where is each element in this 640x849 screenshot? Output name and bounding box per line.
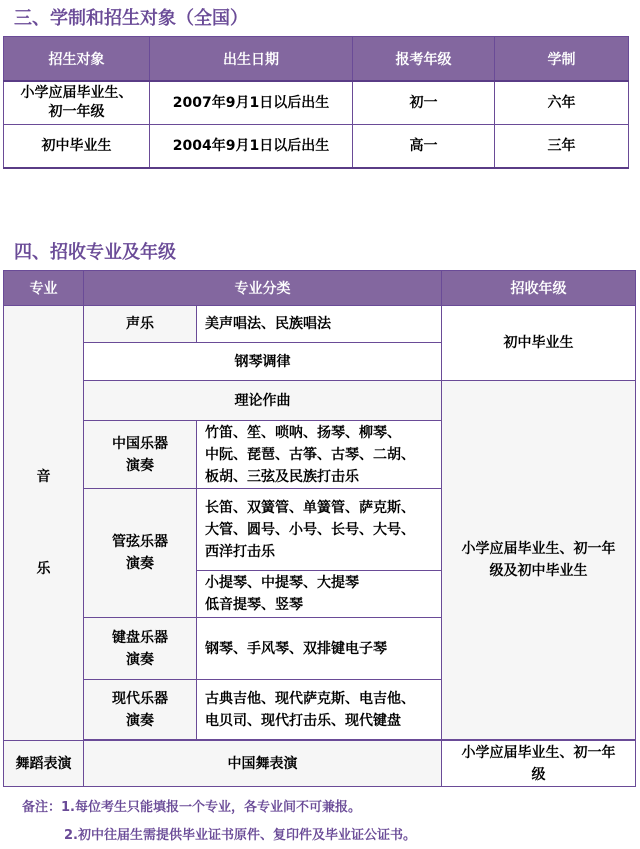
detail-line: 大管、圆号、小号、长号、大号、 xyxy=(205,521,415,538)
table-row xyxy=(4,306,636,343)
category-detail xyxy=(197,421,442,489)
music-char: 乐 xyxy=(36,561,51,577)
category-name xyxy=(84,680,197,740)
enrollment-table xyxy=(3,36,629,169)
grade-cell: 高一 xyxy=(353,125,495,169)
category-name xyxy=(84,421,197,489)
table-header-row xyxy=(4,37,629,82)
grade-cell xyxy=(442,741,636,787)
note-line: 2.初中往届生需提供毕业证书原件、复印件及毕业证公证书。 xyxy=(64,828,416,843)
detail-line: 长笛、双簧管、单簧管、萨克斯、 xyxy=(205,499,415,516)
detail-line: 板胡、三弦及民族打击乐 xyxy=(205,468,359,485)
detail-line: 西洋打击乐 xyxy=(205,543,275,560)
target-cell: 初中毕业生 xyxy=(4,125,150,169)
grade-cell: 初一 xyxy=(353,81,495,125)
name-line: 演奏 xyxy=(126,556,154,572)
name-line: 管弦乐器 xyxy=(112,534,168,550)
column-header: 学制 xyxy=(495,37,629,82)
name-line: 演奏 xyxy=(126,651,154,668)
majors-table xyxy=(3,270,636,787)
grade-line: 小学应届毕业生、初一年 xyxy=(461,744,616,761)
detail-line: 竹笛、笙、唢呐、扬琴、柳琴、 xyxy=(205,424,401,441)
detail-line: 小提琴、中提琴、大提琴 xyxy=(205,575,359,591)
category-name: 理论作曲 xyxy=(84,381,442,421)
column-header: 招收年级 xyxy=(442,271,636,306)
grade-line: 级 xyxy=(531,766,546,783)
music-major-cell xyxy=(4,306,84,741)
name-line: 演奏 xyxy=(126,457,154,474)
grade-line: 小学应届毕业生、初一年 xyxy=(461,541,616,557)
detail-line: 电贝司、现代打击乐、现代键盘 xyxy=(205,712,401,729)
name-line: 现代乐器 xyxy=(112,690,168,707)
category-name xyxy=(84,489,197,618)
birth-cell: 2004年9月1日以后出生 xyxy=(150,125,353,169)
category-detail xyxy=(197,680,442,740)
years-cell: 六年 xyxy=(495,81,629,125)
detail-line: 中阮、琵琶、古筝、古琴、二胡、 xyxy=(205,446,415,463)
name-line: 演奏 xyxy=(126,712,154,729)
column-header: 专业分类 xyxy=(84,271,442,306)
table-row xyxy=(4,741,636,787)
grade-line: 级及初中毕业生 xyxy=(489,563,588,579)
table-row xyxy=(4,125,629,169)
column-header: 出生日期 xyxy=(150,37,353,82)
years-cell: 三年 xyxy=(495,125,629,169)
target-line: 小学应届毕业生、 xyxy=(20,85,133,101)
table-row xyxy=(4,81,629,125)
table-header-row xyxy=(4,271,636,306)
note-line: 备注：1.每位考生只能填报一个专业，各专业间不可兼报。 xyxy=(22,800,361,815)
column-header: 报考年级 xyxy=(353,37,495,82)
detail-line: 低音提琴、竖琴 xyxy=(205,597,303,613)
category-detail: 美声唱法、民族唱法 xyxy=(197,306,442,343)
category-name: 声乐 xyxy=(84,306,197,343)
music-char: 音 xyxy=(36,469,51,485)
table-row xyxy=(4,381,636,421)
name-line: 键盘乐器 xyxy=(112,629,168,646)
grade-cell xyxy=(442,381,636,740)
birth-cell: 2007年9月1日以后出生 xyxy=(150,81,353,125)
category-detail xyxy=(197,489,442,571)
column-header: 招生对象 xyxy=(4,37,150,82)
target-cell xyxy=(4,81,150,125)
detail-line: 古典吉他、现代萨克斯、电吉他、 xyxy=(205,690,415,707)
category-name: 钢琴调律 xyxy=(84,343,442,381)
target-line: 初一年级 xyxy=(48,104,105,120)
category-name: 中国舞表演 xyxy=(84,741,442,787)
category-detail: 钢琴、手风琴、双排键电子琴 xyxy=(197,618,442,680)
category-detail xyxy=(197,571,442,618)
category-name xyxy=(84,618,197,680)
dance-major-cell: 舞蹈表演 xyxy=(4,741,84,787)
name-line: 中国乐器 xyxy=(112,435,168,452)
section3-heading: 三、学制和招生对象（全国） xyxy=(14,8,248,29)
section4-heading: 四、招收专业及年级 xyxy=(14,242,176,263)
column-header: 专业 xyxy=(4,271,84,306)
grade-cell: 初中毕业生 xyxy=(442,306,636,381)
